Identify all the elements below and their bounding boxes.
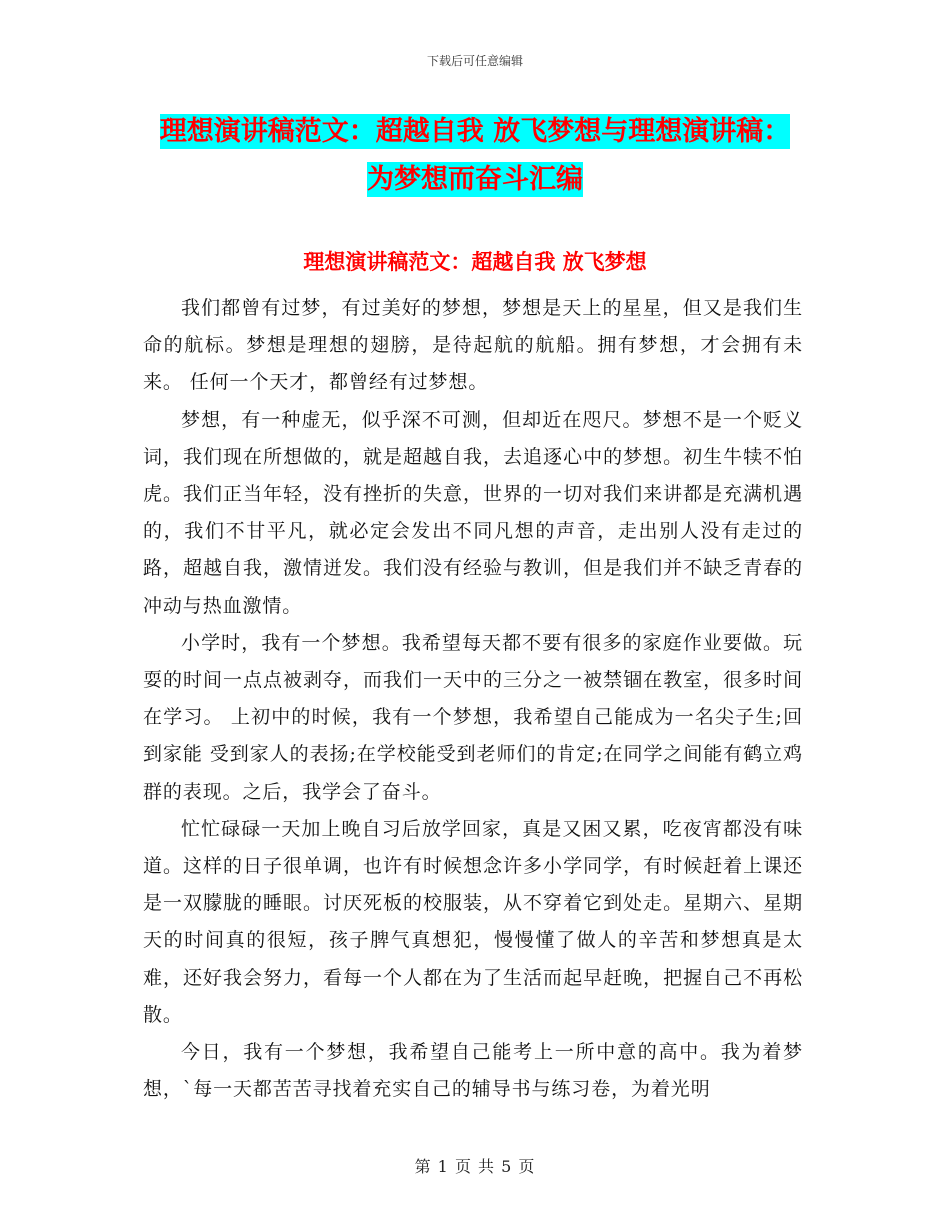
section-title: 理想演讲稿范文：超越自我 放飞梦想 <box>303 249 647 274</box>
document-title <box>0 108 950 204</box>
title-line-2: 为梦想而奋斗汇编 <box>367 164 583 195</box>
paragraph-5: 今日，我有一个梦想，我希望自己能考上一所中意的高中。我为着梦想，`每一天都苦苦寻找着充实自己的辅导书与练习卷，为着光明 <box>143 1041 803 1101</box>
document-body <box>143 290 803 1108</box>
paragraph-1: 我们都曾有过梦，有过美好的梦想，梦想是天上的星星，但又是我们生命的航标。梦想是理想的翅膀，是待起航的航船。拥有梦想，才会拥有未来。 任何一个天才，都曾经有过梦想。 <box>143 297 803 394</box>
title-line-1: 理想演讲稿范文：超越自我 放飞梦想与理想演讲稿： <box>159 116 791 147</box>
paragraph-2: 梦想，有一种虚无，似乎深不可测，但却近在咫尺。梦想不是一个贬义词，我们现在所想做的，就是超越自我，去追逐心中的梦想。初生牛犊不怕虎。我们正当年轻，没有挫折的失意，世界的一切对我们来讲都是充满机遇的，我们不甘平凡，就必定会发出不同凡想的声音，走出别人没有走过的路，超越自我，激情迸发。我们没有经验与教训，但是我们并不缺乏青春的冲动与热血激情。 <box>143 408 803 617</box>
page-number: 第 1 页 共 5 页 <box>414 1157 536 1176</box>
page-header-note: 下载后可任意编辑 <box>426 54 523 68</box>
paragraph-4: 忙忙碌碌一天加上晚自习后放学回家，真是又困又累，吃夜宵都没有味道。这样的日子很单调，也许有时候想念许多小学同学，有时候赶着上课还是一双朦胧的睡眼。讨厌死板的校服装，从不穿着它到处走。星期六、星期天的时间真的很短，孩子脾气真想犯，慢慢懂了做人的辛苦和梦想真是太难，还好我会努力，看每一个人都在为了生活而起早赶晚，把握自己不再松散。 <box>143 817 803 1026</box>
paragraph-3: 小学时，我有一个梦想。我希望每天都不要有很多的家庭作业要做。玩耍的时间一点点被剥夺，而我们一天中的三分之一被禁锢在教室，很多时间在学习。 上初中的时候，我有一个梦想，我希望自己能成为一名尖子生;回到家能 受到家人的表扬;在学校能受到老师们的肯定;在同学之间能有鹤立鸡群的表现。之后，我学会了奋斗。 <box>143 631 803 803</box>
